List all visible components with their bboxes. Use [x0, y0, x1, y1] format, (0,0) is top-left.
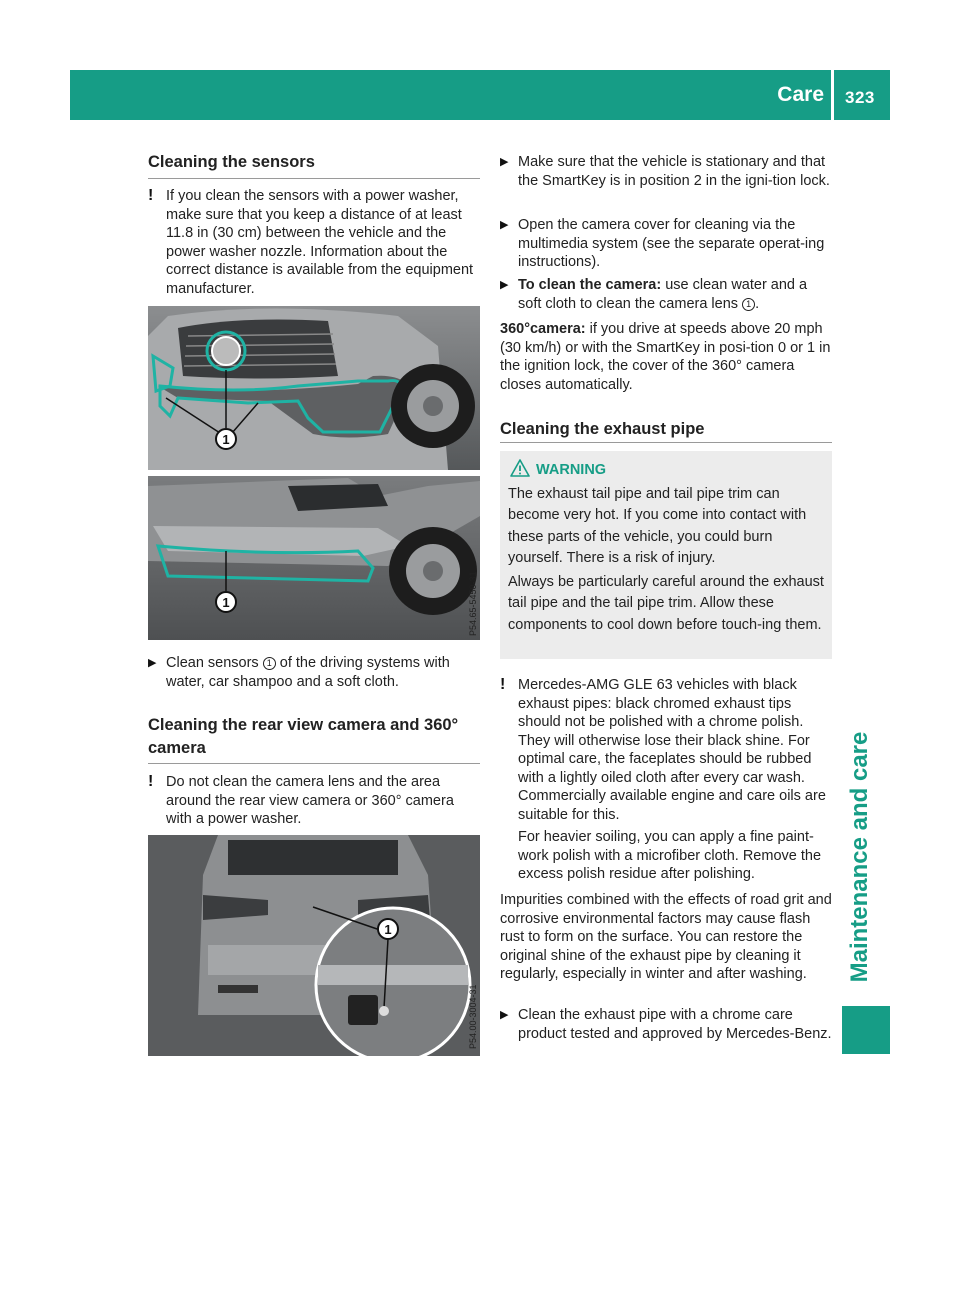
heading-cleaning-camera: Cleaning the rear view camera and 360° camera [148, 716, 459, 757]
callout-ref-icon: 1 [742, 298, 755, 311]
header-bar [70, 70, 890, 120]
heading-cleaning-sensors: Cleaning the sensors [148, 153, 315, 171]
page-number: 323 [845, 88, 875, 107]
vehicle-sensors-illustration [148, 306, 480, 640]
warning-text-1: The exhaust tail pipe and tail pipe trim can become very hot. If you come into contact with these parts of the vehicle, you could burn yourself. There is a risk of injury. [508, 485, 807, 566]
heading-rule [148, 178, 480, 179]
warning-triangle-icon [510, 458, 530, 478]
heading-exhaust: Cleaning the exhaust pipe [500, 420, 705, 438]
caution-icon: ! [148, 773, 154, 790]
rear-camera-illustration [148, 835, 480, 1056]
figure-code: P54.65-5450-31 [468, 571, 478, 636]
section-title: Care [777, 83, 824, 106]
note-exhaust-black: ! Mercedes-AMG GLE 63 vehicles with black exhaust pipes: black chromed exhaust tips should not be polished with a chrome polish. They will otherwise lose their black shine. For optimal care, the faceplates should be rubbed with a lightly oiled cloth after every car wash. Commercially available engine and care oils are suitable for this. For heavier soiling, you can apply a fine paint-work polish with a microfiber cloth. Remove the excess polish residue after polishing. [500, 676, 826, 882]
step-arrow-icon: ▶ [500, 279, 509, 291]
step-arrow-icon: ▶ [148, 657, 157, 669]
para-impurities: Impurities combined with the effects of road grit and corrosive environmental factors may cause flash rust to form on the surface. You can restore the original shine of the exhaust pipe by cleaning it regularly, especially in winter and after washing. [500, 892, 832, 982]
warning-text-2: Always be particularly careful around the exhaust tail pipe and the tail pipe trim. Allow these components to cool down before touch-ing them. [508, 573, 824, 633]
heading-rule [148, 763, 480, 764]
step-clean-sensors: ▶ Clean sensors 1 of the driving systems with water, car shampoo and a soft cloth. [148, 655, 450, 690]
figure-camera [148, 835, 480, 1056]
side-tab [838, 722, 882, 992]
heading-rule [500, 442, 832, 443]
side-tab-marker [842, 1006, 890, 1054]
step-open-camera-cover: ▶ Open the camera cover for cleaning via the multimedia system (see the separate operat-ing instructions). [500, 217, 825, 270]
svg-text:1: 1 [384, 922, 392, 937]
svg-text:1: 1 [222, 432, 230, 447]
figure-code: P54.00-3004-31 [468, 984, 478, 1049]
step-clean-camera: ▶ To clean the camera: use clean water and a soft cloth to clean the camera lens 1 . [500, 277, 808, 312]
warning-title: WARNING [536, 462, 607, 478]
header-separator [831, 70, 834, 120]
para-360-camera: 360°camera: if you drive at speeds above 20 mph (30 km/h) or with the SmartKey in posi-tion 0 or 1 in the ignition lock, the cover of the 360° camera closes automatically. [500, 321, 831, 393]
warning-box [500, 451, 832, 659]
figure-sensors [148, 306, 480, 640]
step-arrow-icon: ▶ [500, 1009, 509, 1021]
svg-text:1: 1 [222, 595, 230, 610]
step-clean-exhaust: ▶ Clean the exhaust pipe with a chrome care product tested and approved by Mercedes-Benz. [500, 1007, 832, 1042]
step-stationary: ▶ Make sure that the vehicle is stationary and that the SmartKey is in position 2 in the igni-tion lock. [500, 154, 830, 189]
step-arrow-icon: ▶ [500, 219, 509, 231]
caution-icon: ! [500, 676, 506, 693]
side-tab-label: Maintenance and care [845, 731, 873, 983]
step-arrow-icon: ▶ [500, 156, 509, 168]
callout-ref-icon: 1 [263, 657, 276, 670]
caution-icon: ! [148, 187, 154, 204]
note-camera-power-washer: ! Do not clean the camera lens and the area around the rear view camera or 360° camera with a power washer. [148, 773, 454, 827]
note-power-washer-sensors: ! If you clean the sensors with a power washer, make sure that you keep a distance of at least 11.8 in (30 cm) between the vehicle and the power washer nozzle. Information about the correct distance is available from the equipment manufacturer. [148, 187, 474, 297]
